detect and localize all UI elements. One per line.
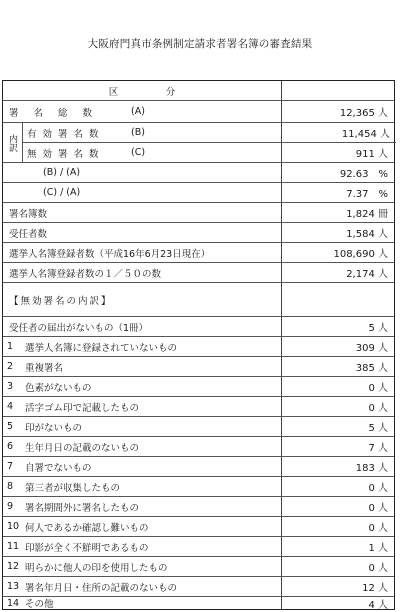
breakdown-num: 8 (7, 481, 14, 492)
breakdown-row (3, 437, 394, 457)
breakdown-value: 0 人 (368, 563, 388, 574)
row-fiftieth (3, 263, 394, 283)
row-ratio-b (3, 163, 394, 183)
breakdown-label: 自署でないもの (25, 462, 92, 474)
row-signature-books (3, 203, 394, 223)
voters-value: 108,690 人 (333, 249, 388, 260)
breakdown-value: 0 人 (368, 503, 388, 514)
breakdown-num: 4 (7, 401, 14, 412)
fiftieth-label: 選挙人名簿登録者数の１／５０の数 (9, 268, 162, 280)
unreported-value: 5 人 (368, 323, 388, 334)
breakdown-value: 309 人 (355, 343, 388, 354)
valid-label: 有効署名数 (27, 128, 105, 140)
row-delegates (3, 223, 394, 243)
breakdown-value: 0 人 (368, 383, 388, 394)
breakdown-row (3, 577, 394, 597)
ratio-c-label: (C) / (A) (43, 187, 81, 198)
valid-code: (B) (131, 127, 145, 138)
ratio-b-label: (B) / (A) (43, 167, 81, 178)
breakdown-label: 印がないもの (25, 422, 83, 434)
breakdown-row (3, 537, 394, 557)
breakdown-num: 2 (7, 361, 14, 372)
breakdown-row (3, 497, 394, 517)
breakdown-value: 7 人 (368, 443, 388, 454)
breakdown-label: 第三者が収集したもの (25, 482, 121, 494)
table-header-row (3, 81, 394, 101)
breakdown-num: 10 (7, 521, 20, 532)
unreported-label: 受任者の届出がないもの（1冊） (9, 322, 149, 334)
breakdown-row (3, 377, 394, 397)
results-table (2, 80, 395, 610)
breakdown-row (3, 597, 394, 609)
total-label: 署 名 総 数 (9, 107, 99, 119)
breakdown-label: 生年月日の記載のないもの (25, 442, 140, 454)
breakdown-label: 重複署名 (25, 362, 64, 374)
books-label: 署名簿数 (9, 208, 48, 220)
breakdown-label: その他 (25, 599, 54, 610)
delegates-label: 受任者数 (9, 228, 48, 240)
breakdown-num: 1 (7, 341, 14, 352)
breakdown-row (3, 397, 394, 417)
breakdown-value: 183 人 (355, 463, 388, 474)
breakdown-label: 署名期間外に署名したもの (25, 502, 140, 514)
invalid-label: 無効署名数 (27, 148, 105, 160)
breakdown-value: 385 人 (355, 363, 388, 374)
ratio-c-value: 7.37 % (346, 189, 388, 200)
breakdown-value: 12 人 (362, 583, 388, 594)
breakdown-label: 何人であるか確認し難いもの (25, 522, 149, 534)
header-label: 区 分 (108, 86, 176, 98)
breakdown-num: 5 (7, 421, 14, 432)
breakdown-label: 色素がないもの (25, 382, 92, 394)
breakdown-row (3, 337, 394, 357)
voters-label: 選挙人名簿登録者数（平成16年6月23日現在） (9, 248, 211, 260)
row-unreported (3, 317, 394, 337)
row-registered-voters (3, 243, 394, 263)
breakdown-heading: 【無効署名の内訳】 (9, 295, 113, 307)
breakdown-num: 6 (7, 441, 14, 452)
uchiwake-label: 内訳 (3, 123, 23, 163)
breakdown-num: 3 (7, 381, 14, 392)
breakdown-num: 9 (7, 501, 14, 512)
row-breakdown-heading (3, 283, 394, 317)
total-value: 12,365 人 (339, 108, 388, 119)
breakdown-label: 印影が全く不鮮明であるもの (25, 542, 149, 554)
breakdown-label: 署名年月日・住所の記載のないもの (25, 582, 178, 594)
invalid-value: 911 人 (355, 149, 388, 160)
fiftieth-value: 2,174 人 (346, 269, 388, 280)
breakdown-row (3, 477, 394, 497)
breakdown-num: 14 (7, 597, 20, 609)
breakdown-num: 13 (7, 581, 20, 592)
breakdown-row (3, 557, 394, 577)
breakdown-num: 11 (7, 541, 20, 552)
books-value: 1,824 冊 (346, 209, 388, 220)
document-title: 大阪府門真市条例制定請求者署名簿の審査結果 (87, 38, 313, 50)
row-invalid-signatures (3, 143, 394, 163)
breakdown-row (3, 457, 394, 477)
breakdown-num: 12 (7, 561, 20, 572)
valid-value: 11,454 人 (341, 129, 390, 140)
breakdown-value: 4 人 (368, 599, 388, 611)
breakdown-value: 5 人 (368, 423, 388, 434)
breakdown-value: 0 人 (368, 403, 388, 414)
breakdown-label: 明らかに他人の印を使用したもの (25, 562, 168, 574)
breakdown-row (3, 417, 394, 437)
breakdown-value: 0 人 (368, 483, 388, 494)
breakdown-num: 7 (7, 461, 14, 472)
breakdown-label: 活字ゴム印で記載したもの (25, 402, 140, 414)
total-code: (A) (131, 106, 145, 117)
row-valid-signatures (23, 123, 396, 143)
row-total-signatures (3, 101, 394, 123)
invalid-code: (C) (131, 147, 146, 158)
delegates-value: 1,584 人 (346, 229, 388, 240)
breakdown-row (3, 357, 394, 377)
breakdown-row (3, 517, 394, 537)
breakdown-value: 1 人 (368, 543, 388, 554)
ratio-b-value: 92.63 % (339, 169, 388, 180)
breakdown-label: 選挙人名簿に登録されていないもの (25, 342, 178, 354)
row-ratio-c (3, 183, 394, 203)
breakdown-value: 0 人 (368, 523, 388, 534)
